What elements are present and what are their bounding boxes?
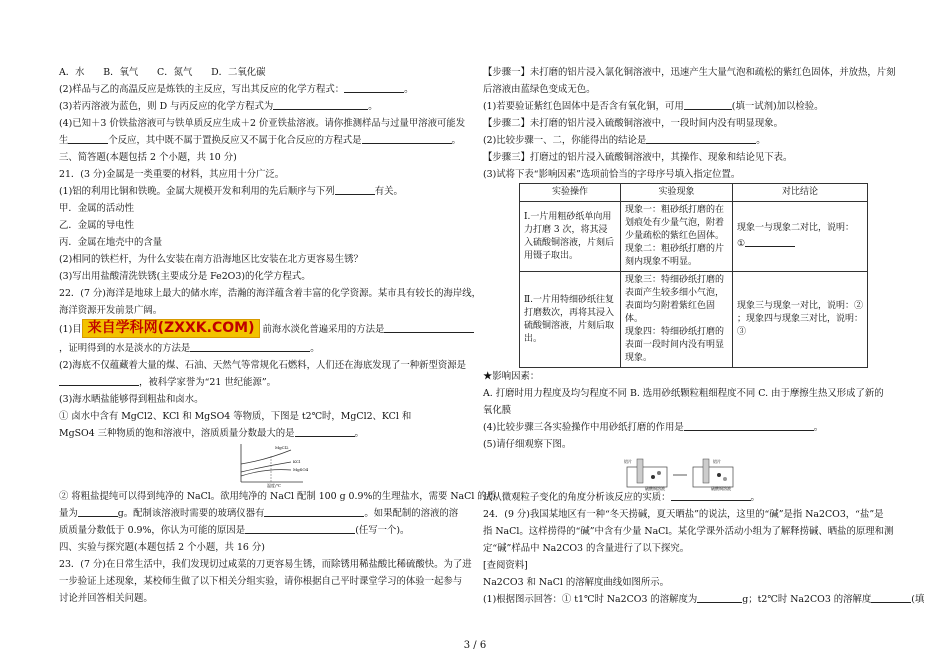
conclusion-3: 现象三与现象一对比，说明：② xyxy=(737,301,864,311)
q22-2a xyxy=(59,357,479,374)
q22-2a-text: (2)海底不仅蕴藏着大量的煤、石油、天然气等常规化石燃料，人们还在海底发现了一种新型资源是 xyxy=(59,360,467,371)
q24c: 定“碱”样品中 Na2CO3 的含量进行了以下探究。 xyxy=(483,543,690,554)
table-cell xyxy=(520,272,621,368)
r2-text: (2)比较步骤一、二，你能得出的结论是 xyxy=(483,135,647,146)
blank xyxy=(68,132,108,144)
blank xyxy=(264,505,364,517)
section-4-heading: 四、实验与探究题(本题包括 2 个小题，共 16 分) xyxy=(59,542,265,553)
curve-label-mgcl2: MgCl2 xyxy=(275,445,289,450)
r5: (5)请仔细观察下图。 xyxy=(483,439,572,450)
q20-4a: (4)已知＋3 价铁盐溶液可与铁单质反应生成＋2 价亚铁盐溶液。请你推测样品与过量甲溶液可能发 xyxy=(59,118,466,129)
r24-1-pre: (1)根据图示回答：① t1℃时 Na2CO3 的溶解度为 xyxy=(483,594,698,605)
conclusion-1: 现象一与现象二对比，说明： xyxy=(737,223,855,233)
r5b: 试从微观粒子变化的角度分析该反应的实质： 。 xyxy=(483,489,899,506)
q20-2-text: (2)样品与乙的高温反应是炼铁的主反应，写出其反应的化学方程式： xyxy=(59,84,345,95)
blank xyxy=(697,591,742,603)
q22-3-1b-text: MgSO4 三种物质的饱和溶液中，溶质质量分数最大的是 xyxy=(59,428,295,439)
table-header: 对比结论 xyxy=(733,184,868,202)
figure-label: 铝片 xyxy=(624,459,632,464)
step3: 【步骤三】打磨过的铝片浸入硫酸铜溶液中，其操作、现象和结论见下表。 xyxy=(483,152,793,163)
q22-3-2b-post: 。如果配制的溶液的溶 xyxy=(364,508,459,519)
blank xyxy=(384,321,474,333)
r4-text: (4)比较步骤三各实验操作中用砂纸打磨的作用是 xyxy=(483,422,684,433)
q22-2b-text: ，被科学家誉为“21 世纪能源”。 xyxy=(139,377,276,388)
blank xyxy=(745,235,795,247)
figure-label: 硫酸铜溶液 xyxy=(645,486,665,491)
left-column xyxy=(59,64,497,607)
r24-1-mid: g；t2℃时 Na2CO3 的溶解度 xyxy=(742,594,872,605)
q24a: 24．(9 分)我国某地区有一种“冬天捞碱，夏天晒盐”的说法，这里的“碱”是指 Na2CO3，“盐”是 xyxy=(483,509,884,520)
option-yi: 乙．金属的导电性 xyxy=(59,220,135,231)
table-row xyxy=(520,202,868,272)
figure-label: 硫酸铜溶液 xyxy=(711,486,731,491)
q22-3-2c xyxy=(59,522,479,539)
q22-3-2b-mid: g。配制该溶液时需要的玻璃仪器有 xyxy=(117,508,265,519)
page-number: 3 / 6 xyxy=(463,640,487,651)
q24b: 指 NaCl。这样捞得的“碱”中含有少量 NaCl。某化学课外活动小组为了解释捞碱、晒盐的原理和测 xyxy=(483,526,894,537)
q22a: 22．(7 分)海洋是地球上最大的储水库，浩瀚的海洋蕴含着丰富的化学资源。某市具有较长的海岸线， xyxy=(59,288,481,299)
reference-heading: [查阅资料] xyxy=(483,560,528,571)
axis-label-temperature: 温度/℃ xyxy=(267,483,281,488)
r1-pre: (1)若要验证紫红色固体中是否含有氧化铜，可用 xyxy=(483,101,684,112)
phenomenon-1: 现象一：粗砂纸打磨的在划痕处有少量气泡，附着少量疏松的紫红色固体。 xyxy=(625,205,725,241)
blank xyxy=(273,98,368,110)
blank xyxy=(78,505,118,517)
blank xyxy=(59,374,139,386)
q20-2: (2)样品与乙的高温反应是炼铁的主反应，写出其反应的化学方程式： 。 xyxy=(59,81,479,98)
factor-options-a: A. 打磨时用力程度及均匀程度不同 B. 选用砂纸颗粒粗细程度不同 C. 由于摩擦生热又形成了新的 xyxy=(483,388,884,399)
q21-1-text: (1)铝的利用比铜和铁晚。金属大规模开发和利用的先后顺序与下列 xyxy=(59,186,335,197)
q23a: 23．(7 分)在日常生活中，我们发现切过咸菜的刀更容易生锈，而除锈用稀盐酸比稀硫酸快。为了进 xyxy=(59,559,472,570)
q22-3-2b xyxy=(59,505,479,522)
q22-3-2b-pre: 量为 xyxy=(59,508,78,519)
r2: (2)比较步骤一、二，你能得出的结论是 。 xyxy=(483,132,899,149)
q22-1-mid: 前海水淡化普遍采用的方法是 xyxy=(262,324,385,335)
q22-3-2a: ② 将粗盐提纯可以得到纯净的 NaCl。欲用纯净的 NaCl 配制 100 g 0.9%的生理盐水，需要 NaCl 的质 xyxy=(59,491,497,502)
watermark-logo: 来自学科网(ZXXK.COM) xyxy=(82,319,261,338)
figure-label: 铝片 xyxy=(713,459,721,464)
q23c: 讨论并回答相关问题。 xyxy=(59,593,153,604)
q22-3: (3)海水晒盐能够得到粗盐和卤水。 xyxy=(59,394,204,405)
q23b: 一步验证上述现象，某校师生做了以下相关分组实验，请你根据自己平时课堂学习的体验一起参与 xyxy=(59,576,463,587)
q22-1b-text: ，证明得到的水是淡水的方法是 xyxy=(59,343,191,354)
step2: 【步骤二】未打磨的铝片浸入硫酸铜溶液中，一段时间内没有明显现象。 xyxy=(483,118,784,129)
q21-1 xyxy=(59,183,479,200)
q22-2b xyxy=(59,374,479,391)
r4: (4)比较步骤三各实验操作中用砂纸打磨的作用是 。 xyxy=(483,419,899,436)
reaction-figure-area xyxy=(483,453,899,489)
phenomenon-4: 现象四：特细砂纸打磨的表面一段时间内没有明显现象。 xyxy=(625,327,725,363)
experiment-table xyxy=(519,183,868,368)
phenomenon-3: 现象三：特细砂纸打磨的表面产生较多细小气泡，表面均匀附着紫红色固体。 xyxy=(625,275,725,324)
r3: (3)试将下表“影响因素”选项前恰当的字母序号填入指定位置。 xyxy=(483,169,741,180)
q20-3: (3)若丙溶液为蓝色，则 D 与丙反应的化学方程式为 。 xyxy=(59,98,479,115)
blank xyxy=(295,425,355,437)
table-row xyxy=(520,272,868,368)
q20-4b: 生 个反应，其中既不属于置换反应又不属于化合反应的方程式是 。 xyxy=(59,132,479,149)
phenomenon-2: 现象二：粗砂纸打磨的片刻内现象不明显。 xyxy=(625,244,725,267)
r5b-text: 试从微观粒子变化的角度分析该反应的实质： xyxy=(483,492,671,503)
q22-1b: ，证明得到的水是淡水的方法是 。 xyxy=(59,340,479,357)
q21: 21．(3 分)金属是一类重要的材料，其应用十分广泛。 xyxy=(59,169,285,180)
blank xyxy=(684,98,732,110)
table-header-row xyxy=(520,184,868,202)
q22b: 海洋资源开发前景广阔。 xyxy=(59,305,163,316)
r1-post: (填一试剂)加以检验。 xyxy=(731,101,824,112)
r24-1 xyxy=(483,591,925,608)
q20-3-text: (3)若丙溶液为蓝色，则 D 与丙反应的化学方程式为 xyxy=(59,101,274,112)
q22-3-2c-pre: 质质量分数低于 0.9%，你认为可能的原因是 xyxy=(59,525,246,536)
table-header: 实验现象 xyxy=(621,184,733,202)
q20-options: A．水 B．氧气 C．氮气 D．二氧化碳 xyxy=(59,67,266,78)
q22-3-2c-post: (任写一个)。 xyxy=(355,525,410,536)
option-bing: 丙．金属在地壳中的含量 xyxy=(59,237,163,248)
q22-1-pre: (1)目 xyxy=(59,324,82,335)
q21-3: (3)写出用盐酸清洗铁锈(主要成分是 Fe2O3)的化学方程式。 xyxy=(59,271,311,282)
q21-1-post: 有关。 xyxy=(374,186,403,197)
solubility-curve-figure xyxy=(231,442,311,488)
table-header: 实验操作 xyxy=(520,184,621,202)
blank xyxy=(684,419,814,431)
blank xyxy=(190,340,310,352)
q20-4b-post: 个反应，其中既不属于置换反应又不属于化合反应的方程式是 xyxy=(108,135,362,146)
blank xyxy=(335,183,375,195)
right-column xyxy=(483,64,925,608)
step1b: 后溶液由蓝绿色变成无色。 xyxy=(483,84,596,95)
conclusion-2 xyxy=(737,235,863,251)
r1 xyxy=(483,98,899,115)
operation-text: Ⅰ.一片用粗砂纸单向用力打磨 3 次，将其浸入硫酸铜溶液，片刻后用镊子取出。 xyxy=(524,211,615,261)
section-3-heading: 三、简答题(本题包括 2 个小题，共 10 分) xyxy=(59,152,237,163)
step1a: 【步骤一】未打磨的铝片浸入氯化铜溶液中，迅速产生大量气泡和疏松的紫红色固体，并放热，片刻 xyxy=(483,67,896,78)
r24-1-post: (填 xyxy=(911,594,925,605)
curve-label-mgso4: MgSO4 xyxy=(293,467,309,472)
blank xyxy=(344,81,404,93)
q22-1 xyxy=(59,319,479,340)
factor-options-b: 氧化膜 xyxy=(483,405,512,416)
blank xyxy=(245,522,355,534)
table-cell xyxy=(621,202,733,272)
q22-3-1a: ① 卤水中含有 MgCl2、KCl 和 MgSO4 等物质，下图是 t2℃时，MgCl2、KCl 和 xyxy=(59,411,412,422)
table-cell xyxy=(733,272,868,368)
table-cell xyxy=(621,272,733,368)
solubility-figure-area xyxy=(59,442,479,488)
blank xyxy=(871,591,911,603)
conclusion-4: ；现象四与现象三对比，说明：③ xyxy=(737,314,864,337)
factor-heading: ★影响因素： xyxy=(483,371,540,382)
reference-text: Na2CO3 和 NaCl 的溶解度曲线如图所示。 xyxy=(483,577,669,588)
q21-2: (2)相同的铁栏杆，为什么安装在南方沿海地区比安装在北方更容易生锈？ xyxy=(59,254,363,265)
curve-label-kcl: KCl xyxy=(293,459,301,464)
q20-4b-pre: 生 xyxy=(59,135,69,146)
table-cell xyxy=(733,202,868,272)
table-cell xyxy=(520,202,621,272)
blank xyxy=(362,132,452,144)
option-jia: 甲．金属的活动性 xyxy=(59,203,135,214)
reaction-figure xyxy=(623,455,743,491)
conclusion-2-text: ① xyxy=(737,239,746,249)
q22-3-1b: MgSO4 三种物质的饱和溶液中，溶质质量分数最大的是 。 xyxy=(59,425,479,442)
operation-text: Ⅱ.一片用特细砂纸往复打磨数次，再将其浸入硫酸铜溶液，片刻后取出。 xyxy=(524,294,615,344)
blank xyxy=(646,132,756,144)
